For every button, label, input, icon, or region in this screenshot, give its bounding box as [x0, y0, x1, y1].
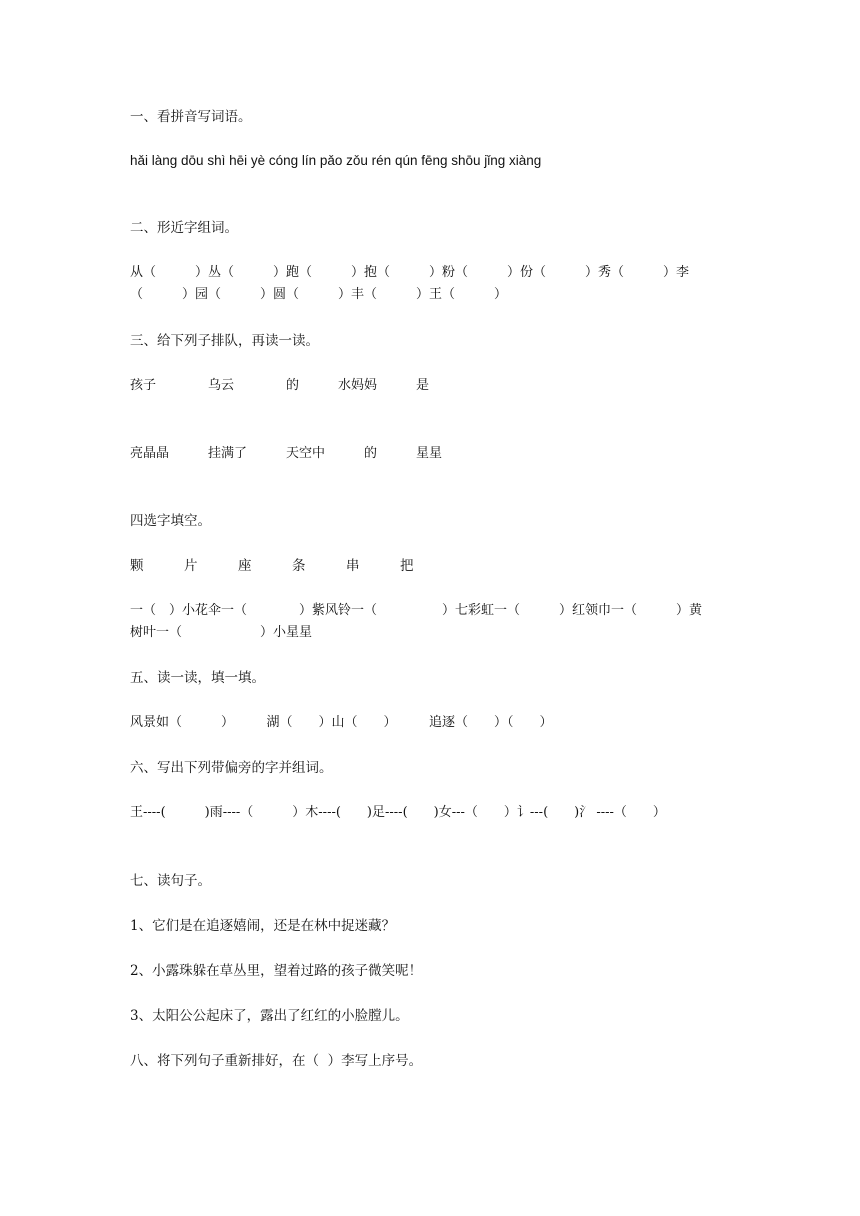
section-3-heading: 三、给下列子排队，再读一读。 [130, 333, 319, 349]
section-4-heading: 四选字填空。 [130, 513, 211, 529]
section-2-line-1: 从（ ）丛（ ）跑（ ）抱（ ）粉（ ）份（ ）秀（ ）李 [130, 265, 690, 280]
pinyin-line: hǎi làng dōu shì hēi yè cóng lín pǎo zǒu rén qún fēng shōu jǐng xiàng [130, 153, 542, 168]
sentence-3: 3、太阳公公起床了，露出了红红的小脸膛儿。 [130, 1008, 409, 1024]
sentence-2: 2、小露珠躲在草丛里，望着过路的孩子微笑呢！ [130, 963, 423, 979]
section-4-line-2: 树叶一（ ）小星星 [130, 625, 313, 640]
section-8-heading: 八、将下列句子重新排好，在（ ）李写上序号。 [130, 1053, 423, 1069]
word-row-2: 亮晶晶 挂满了 天空中 的 星星 [130, 446, 443, 461]
section-2-heading: 二、形近字组词。 [130, 220, 238, 236]
section-1-heading: 一、看拼音写词语。 [130, 109, 252, 125]
section-7-heading: 七、读句子。 [130, 873, 211, 889]
section-5-heading: 五、读一读，填一填。 [130, 670, 265, 686]
section-2-line-2: （ ）园（ ）圆（ ）丰（ ）王（ ） [130, 287, 508, 302]
choice-words: 颗 片 座 条 串 把 [130, 558, 414, 574]
word-row-1: 孩子 乌云 的 水妈妈 是 [130, 378, 430, 393]
section-6-heading: 六、写出下列带偏旁的字并组词。 [130, 760, 333, 776]
sentence-1: 1、它们是在追逐嬉闹，还是在林中捉迷藏？ [130, 918, 396, 934]
radical-line: 王----( )雨----（ ）木----( )足----( )女---（ ）讠---( )氵 ----（ ） [130, 805, 666, 820]
section-4-line-1: 一（ ）小花伞一（ ）紫风铃一（ ）七彩虹一（ ）红领巾一（ ）黄 [130, 603, 703, 618]
section-5-line: 风景如（ ） 湖（ ）山（ ） 追逐（ ）（ ） [130, 715, 553, 730]
